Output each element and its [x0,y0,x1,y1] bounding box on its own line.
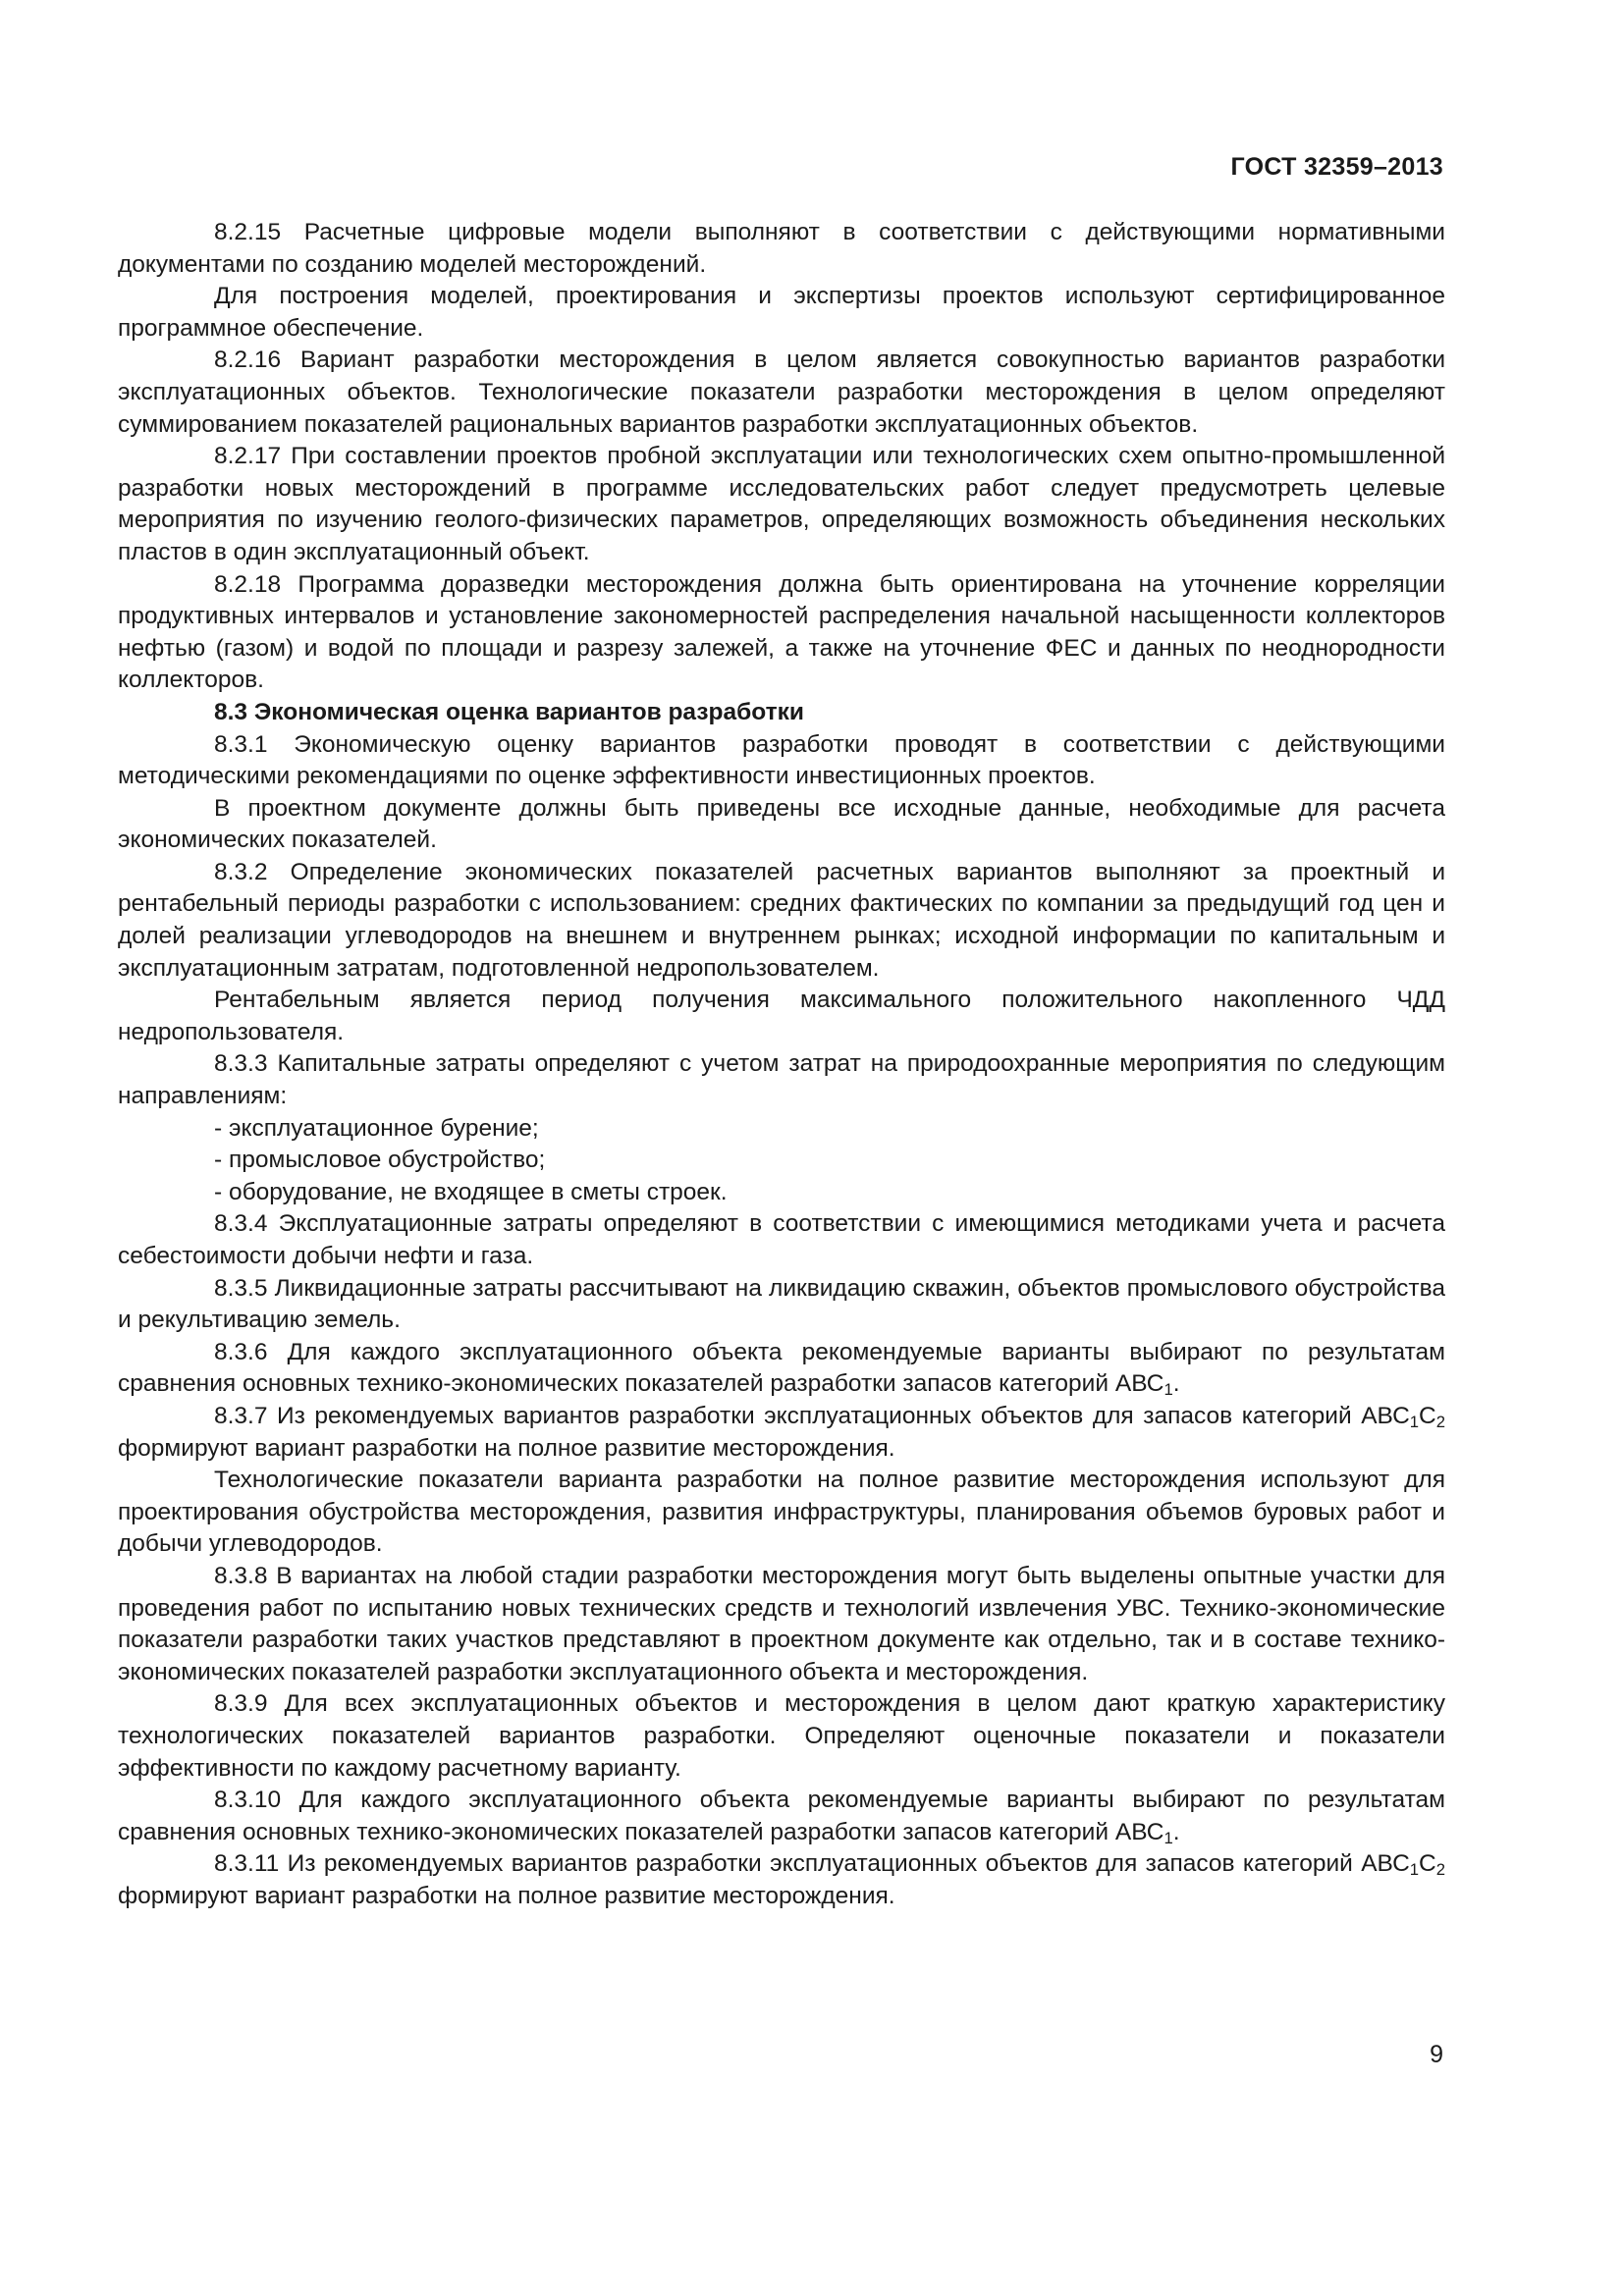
paragraph-8-3-2: 8.3.2 Определение экономических показателей расчетных вариантов выполняют за проектный и рентабельный периоды разработки с использованием: средних фактических по компании за предыдущий год цен и долей реализации углеводородов на внешнем и внутреннем рынках; исходной информации по капитальным и эксплуатационным затратам, подготовленной недропользователем. [118,858,1445,982]
document-body [118,217,1445,1912]
subscript: 2 [1435,1413,1445,1432]
section-heading-8-3: 8.3 Экономическая оценка вариантов разработки [214,698,804,725]
text: 8.3.10 Для каждого эксплуатационного объекта рекомендуемые варианты выбирают по результатам сравнения основных технико-экономических показателей разработки запасов категорий АВС [118,1787,1445,1845]
document-code-header: ГОСТ 32359–2013 [1230,153,1443,181]
paragraph-8-2-18: 8.2.18 Программа доразведки месторождения должна быть ориентирована на уточнение корреляции продуктивных интервалов и установление закономерностей распределения начальной насыщенности коллекторов нефтью (газом) и водой по площади и разрезу залежей, а также на уточнение ФЕС и данных по неоднородности коллекторов. [118,570,1445,694]
text: С [1419,1850,1436,1878]
text: формируют вариант разработки на полное развитие месторождения. [118,1434,895,1462]
paragraph-8-3-1-data: В проектном документе должны быть приведены все исходные данные, необходимые для расчета экономических показателей. [118,794,1445,854]
paragraph-8-2-15: 8.2.15 Расчетные цифровые модели выполняют в соответствии с действующими нормативными документами по созданию моделей месторождений. [118,219,1445,278]
paragraph-8-3-5: 8.3.5 Ликвидационные затраты рассчитывают на ликвидацию скважин, объектов промыслового обустройства и рекультивацию земель. [118,1274,1445,1334]
subscript: 1 [1409,1413,1420,1432]
subscript: 1 [1163,1828,1173,1847]
text: . [1172,1818,1180,1845]
text: 8.3.11 Из рекомендуемых вариантов разработки эксплуатационных объектов для запасов категорий АВС [214,1850,1410,1878]
paragraph-8-3-3: 8.3.3 Капитальные затраты определяют с учетом затрат на природоохранные мероприятия по следующим направлениям: [118,1050,1445,1110]
paragraph-8-3-7-technology: Технологические показатели варианта разработки на полное развитие месторождения используют для проектирования обустройства месторождения, развития инфраструктуры, планирования объемов буровых работ и добычи углеводородов. [118,1467,1445,1558]
paragraph-8-3-7 [118,1401,1445,1465]
paragraph-8-3-2-profitable: Рентабельным является период получения максимального положительного накопленного ЧДД недропользователя. [118,987,1445,1045]
page-number: 9 [1430,2041,1443,2068]
paragraph-8-3-6 [118,1337,1445,1401]
text: формируют вариант разработки на полное развитие месторождения. [118,1882,895,1909]
list-item: - эксплуатационное бурение; [214,1114,539,1142]
subscript: 1 [1163,1380,1173,1400]
text: 8.3.6 Для каждого эксплуатационного объекта рекомендуемые варианты выбирают по результатам сравнения основных технико-экономических показателей разработки запасов категорий АВС [118,1338,1445,1398]
paragraph-8-3-4: 8.3.4 Эксплуатационные затраты определяют в соответствии с имеющимися методиками учета и расчета себестоимости добычи нефти и газа. [118,1210,1445,1269]
paragraph-8-3-11 [118,1848,1445,1912]
subscript: 1 [1409,1860,1420,1880]
paragraph-8-2-17: 8.2.17 При составлении проектов пробной эксплуатации или технологических схем опытно-промышленной разработки новых месторождений в программе исследовательских работ следует предусмотреть целевые мероприятия по изучению геолого-физических параметров, определяющих возможность объединения нескольких пластов в один эксплуатационный объект. [118,443,1445,565]
list-item: - промысловое обустройство; [214,1147,546,1174]
text: 8.3.7 Из рекомендуемых вариантов разработки эксплуатационных объектов для запасов категорий АВС [214,1402,1410,1429]
text: . [1172,1370,1180,1398]
text: С [1419,1402,1436,1429]
paragraph-8-3-8: 8.3.8 В вариантах на любой стадии разработки месторождения могут быть выделены опытные участки для проведения работ по испытанию новых технических средств и технологий извлечения УВС. Технико-экономические показатели разработки таких участков представляют в проектном документе как отдельно, так и в составе технико-экономических показателей разработки эксплуатационного объекта и месторождения. [118,1562,1445,1685]
paragraph-8-2-16: 8.2.16 Вариант разработки месторождения в целом является совокупностью вариантов разработки эксплуатационных объектов. Технологические показатели разработки месторождения в целом определяют суммированием показателей рациональных вариантов разработки эксплуатационных объектов. [118,347,1445,438]
subscript: 2 [1435,1860,1445,1880]
list-item: - оборудование, не входящее в сметы строек. [214,1178,728,1205]
paragraph-8-3-10 [118,1785,1445,1848]
paragraph-8-3-9: 8.3.9 Для всех эксплуатационных объектов и месторождения в целом дают краткую характеристику технологических показателей вариантов разработки. Определяют оценочные показатели и показатели эффективности по каждому расчетному варианту. [118,1690,1445,1782]
paragraph-8-2-15-software: Для построения моделей, проектирования и экспертизы проектов используют сертифицированное программное обеспечение. [118,283,1445,342]
paragraph-8-3-1: 8.3.1 Экономическую оценку вариантов разработки проводят в соответствии с действующими методическими рекомендациями по оценке эффективности инвестиционных проектов. [118,730,1445,790]
